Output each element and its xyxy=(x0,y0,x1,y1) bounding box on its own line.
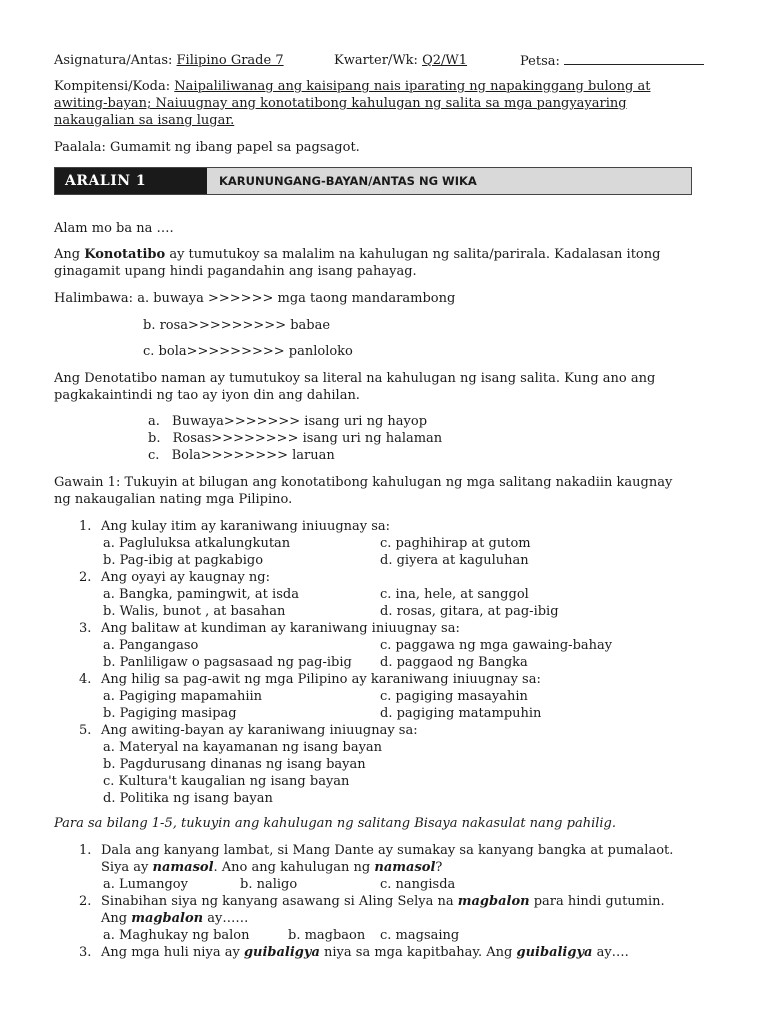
denotatibo-line-2: pagkakaintindi ng tao ay iyon din ang dahilan. xyxy=(54,388,360,403)
bisaya-q2-opt-c: c. magsaing xyxy=(380,928,460,943)
gawain-q3-num: 3. xyxy=(79,621,92,636)
text-fragment: Sinabihan siya ng kanyang asawang si Aling Selya na xyxy=(101,894,454,909)
kwarter-line xyxy=(334,52,467,69)
bisaya-q2-line-1 xyxy=(101,893,665,910)
halimbawa-a: Halimbawa: a. buwaya >>>>>> mga taong mandarambong xyxy=(54,291,456,306)
gawain-q3-text: Ang balitaw at kundiman ay karaniwang iniuugnay sa: xyxy=(101,621,460,636)
aralin-label: ARALIN 1 xyxy=(55,168,207,194)
text-fragment: ay…. xyxy=(596,945,629,960)
gawain-q2-opt-d: d. rosas, gitara, at pag-ibig xyxy=(380,604,559,619)
bisaya-q2-opt-b: b. magbaon xyxy=(288,928,366,943)
gawain-q5-opt-d: d. Politika ng isang bayan xyxy=(103,791,273,806)
text-fragment: Ang mga huli niya ay xyxy=(101,945,240,960)
gawain-q5-num: 5. xyxy=(79,723,92,738)
gawain-q3-opt-b: b. Panliligaw o pagsasaad ng pag-ibig xyxy=(103,655,352,670)
gawain1-line-1: Gawain 1: Tukuyin at bilugan ang konotatibong kahulugan ng mga salitang nakadiin kaugnay xyxy=(54,475,673,490)
petsa-line xyxy=(520,52,704,70)
aralin-title: KARUNUNGANG-BAYAN/ANTAS NG WIKA xyxy=(219,174,477,188)
bisaya-word: magbalon xyxy=(131,911,204,926)
text-fragment: para hindi gutumin. xyxy=(533,894,665,909)
asignatura-label: Asignatura/Antas: xyxy=(54,53,173,68)
text-fragment: niya sa mga kapitbahay. Ang xyxy=(324,945,513,960)
bisaya-word: namasol xyxy=(374,860,436,875)
bisaya-q2-line-2 xyxy=(101,910,248,927)
halimbawa-b: b. rosa>>>>>>>>> babae xyxy=(143,318,331,333)
halimbawa-c: c. bola>>>>>>>>> panloloko xyxy=(143,344,353,359)
item-text: Bola>>>>>>>> laruan xyxy=(171,448,335,463)
asignatura-value: Filipino Grade 7 xyxy=(176,53,284,68)
text-fragment: Siya ay xyxy=(101,860,149,875)
item-letter: a. xyxy=(148,414,160,429)
denotatibo-item-b xyxy=(148,430,442,447)
konotatibo-rest: ay tumutukoy sa malalim na kahulugan ng salita/parirala. Kadalasan itong xyxy=(169,247,661,262)
bisaya-q2-num: 2. xyxy=(79,894,92,909)
gawain-q4-text: Ang hilig sa pag-awit ng mga Pilipino ay karaniwang iniuugnay sa: xyxy=(101,672,541,687)
denotatibo-item-c xyxy=(148,447,335,464)
konotatibo-ang: Ang xyxy=(54,247,81,262)
gawain-q5-text: Ang awiting-bayan ay karaniwang iniuugnay sa: xyxy=(101,723,418,738)
gawain-q2-opt-a: a. Bangka, pamingwit, at isda xyxy=(103,587,299,602)
bisaya-instruction: Para sa bilang 1-5, tukuyin ang kahulugan ng salitang Bisaya nakasulat nang pahilig. xyxy=(54,816,616,831)
asignatura-line xyxy=(54,52,284,69)
text-fragment: ay…… xyxy=(207,911,249,926)
gawain-q3-opt-d: d. paggaod ng Bangka xyxy=(380,655,528,670)
bisaya-q2-opt-a: a. Maghukay ng balon xyxy=(103,928,250,943)
gawain-q4-opt-d: d. pagiging matampuhin xyxy=(380,706,542,721)
item-letter: c. xyxy=(148,448,160,463)
gawain-q4-opt-b: b. Pagiging masipag xyxy=(103,706,237,721)
bisaya-word: guibaligya xyxy=(516,945,593,960)
gawain-q4-opt-a: a. Pagiging mapamahiin xyxy=(103,689,263,704)
bisaya-q1-num: 1. xyxy=(79,843,92,858)
gawain-q3-opt-a: a. Pangangaso xyxy=(103,638,199,653)
bisaya-q1-line-1: Dala ang kanyang lambat, si Mang Dante ay sumakay sa kanyang bangka at pumalaot. xyxy=(101,843,674,858)
bisaya-q1-opt-c: c. nangisda xyxy=(380,877,456,892)
bisaya-word: magbalon xyxy=(457,894,530,909)
aralin-banner xyxy=(54,167,692,195)
item-text: Rosas>>>>>>>> isang uri ng halaman xyxy=(172,431,443,446)
kompitensi-line-1 xyxy=(54,78,650,95)
gawain-q2-text: Ang oyayi ay kaugnay ng: xyxy=(101,570,270,585)
bisaya-q3-line xyxy=(101,944,629,961)
gawain-q1-num: 1. xyxy=(79,519,92,534)
bisaya-q1-line-2 xyxy=(101,859,442,876)
konotatibo-line-2: ginagamit upang hindi pagandahin ang isang pahayag. xyxy=(54,264,417,279)
denotatibo-line-1: Ang Denotatibo naman ay tumutukoy sa literal na kahulugan ng isang salita. Kung ano ang xyxy=(54,371,656,386)
denotatibo-item-a xyxy=(148,413,427,430)
bisaya-word: namasol xyxy=(152,860,214,875)
gawain-q2-opt-c: c. ina, hele, at sanggol xyxy=(380,587,529,602)
item-text: Buwaya>>>>>>> isang uri ng hayop xyxy=(172,414,428,429)
bisaya-word: guibaligya xyxy=(243,945,320,960)
gawain-q2-opt-b: b. Walis, bunot , at basahan xyxy=(103,604,286,619)
gawain-q1-opt-d: d. giyera at kaguluhan xyxy=(380,553,529,568)
text-fragment: ? xyxy=(435,860,443,875)
gawain-q4-num: 4. xyxy=(79,672,92,687)
gawain-q1-text: Ang kulay itim ay karaniwang iniuugnay sa: xyxy=(101,519,391,534)
gawain-q1-opt-a: a. Pagluluksa atkalungkutan xyxy=(103,536,291,551)
gawain-q1-opt-c: c. paghihirap at gutom xyxy=(380,536,531,551)
gawain-q1-opt-b: b. Pag-ibig at pagkabigo xyxy=(103,553,264,568)
text-fragment: Ang xyxy=(101,911,128,926)
bisaya-q1-opt-b: b. naligo xyxy=(240,877,298,892)
text-fragment: . Ano ang kahulugan ng xyxy=(213,860,371,875)
bisaya-q1-opt-a: a. Lumangoy xyxy=(103,877,188,892)
konotatibo-line-1 xyxy=(54,246,660,263)
kompitensi-text-3: nakaugalian sa isang lugar. xyxy=(54,113,235,128)
gawain-q3-opt-c: c. paggawa ng mga gawaing-bahay xyxy=(380,638,613,653)
petsa-blank xyxy=(564,52,704,65)
petsa-label: Petsa: xyxy=(520,54,560,69)
gawain-q5-opt-a: a. Materyal na kayamanan ng isang bayan xyxy=(103,740,383,755)
kwarter-label: Kwarter/Wk: xyxy=(334,53,418,68)
gawain-q5-opt-c: c. Kultura't kaugalian ng isang bayan xyxy=(103,774,350,789)
gawain-q5-opt-b: b. Pagdurusang dinanas ng isang bayan xyxy=(103,757,366,772)
kompitensi-text-2: awiting-bayan; Naiuugnay ang konotatibong kahulugan ng salita sa mga pangyayaring xyxy=(54,96,627,111)
kwarter-value: Q2/W1 xyxy=(422,53,468,68)
item-letter: b. xyxy=(148,431,161,446)
kompitensi-label: Kompitensi/Koda: xyxy=(54,79,171,94)
kompitensi-text-1: Naipaliliwanag ang kaisipang nais iparating ng napakinggang bulong at xyxy=(174,79,651,94)
paalala: Paalala: Gumamit ng ibang papel sa pagsagot. xyxy=(54,140,360,155)
konotatibo-term: Konotatibo xyxy=(84,247,166,262)
intro-text: Alam mo ba na …. xyxy=(54,221,174,236)
gawain-q2-num: 2. xyxy=(79,570,92,585)
gawain1-line-2: ng nakaugalian nating mga Pilipino. xyxy=(54,492,293,507)
gawain-q4-opt-c: c. pagiging masayahin xyxy=(380,689,528,704)
bisaya-q3-num: 3. xyxy=(79,945,92,960)
